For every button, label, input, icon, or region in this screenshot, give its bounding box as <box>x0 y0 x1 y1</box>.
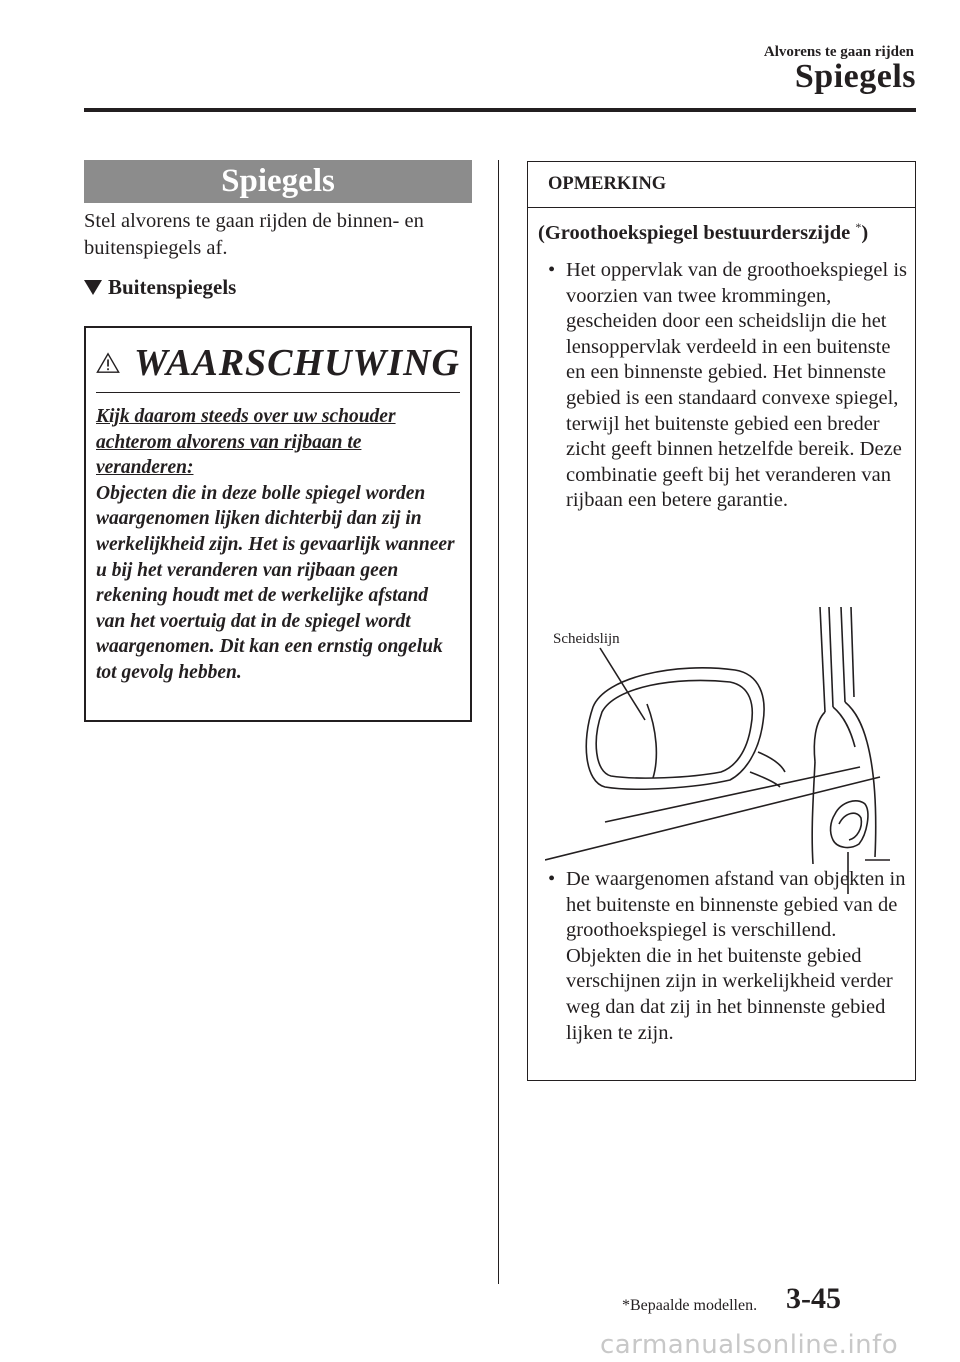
note-header <box>528 162 915 208</box>
warning-label: WAARSCHUWING <box>134 342 460 384</box>
mirror-illustration <box>545 602 895 902</box>
note-subtitle-close: ) <box>861 221 869 244</box>
page-title: Spiegels <box>794 58 916 95</box>
note-subtitle <box>538 220 868 245</box>
triangle-bullet-icon <box>84 280 102 295</box>
bullet-dot: • <box>548 868 556 890</box>
note-box <box>527 161 916 1081</box>
note-label: OPMERKING <box>548 174 667 194</box>
subheading-text: Buitenspiegels <box>108 275 237 299</box>
warning-box <box>84 326 472 722</box>
warning-header <box>96 334 460 393</box>
note-subtitle-text: (Groothoekspiegel bestuurderszijde <box>538 221 851 244</box>
header-rule <box>84 108 916 112</box>
column-divider <box>498 160 499 1284</box>
warning-lead: Kijk daarom steeds over uw schouder achterom alvorens van rijbaan te veranderen: <box>96 406 396 479</box>
scheidslijn-label: Scheidslijn <box>553 631 620 647</box>
footnote: *Bepaalde modellen. <box>622 1297 758 1314</box>
page-number: 3-45 <box>786 1282 841 1315</box>
watermark: carmanualsonline.info <box>600 1330 899 1360</box>
section-banner: Spiegels <box>84 160 472 203</box>
warning-body <box>96 404 462 686</box>
warning-text: Objecten die in deze bolle spiegel worden waargenomen lijken dichterbij dan zij in werkelijkheid zijn. Het is gevaarlijk wanneer u bij het veranderen van rijbaan geen rekening houdt met de werkelijke afstand van het voertuig dat in de spiegel wordt waargenomen. Dit kan een ernstig ongeluk tot gevolg hebben. <box>96 482 455 683</box>
footnote-mark: * <box>855 220 862 234</box>
chapter-label: Alvorens te gaan rijden <box>763 44 914 60</box>
warning-triangle-icon <box>96 348 120 378</box>
note-bullet-1 <box>548 258 909 514</box>
note-bullet-2-text: De waargenomen afstand van objekten in het buitenste en binnenste gebied van de groothoekspiegel is verschillend. Objekten die in het buitenste gebied verschijnen zijn in werkelijkheid verder weg dan dat zij in het binnenste gebied lijken te zijn. <box>566 868 906 1044</box>
intro-text: Stel alvorens te gaan rijden de binnen- en buitenspiegels af. <box>84 210 424 259</box>
note-bullet-1-text: Het oppervlak van de groothoekspiegel is voorzien van twee krommingen, gescheiden door een scheidslijn die het lensoppervlak verdeeld in een buitenste en een binnenste gebied. Het binnenste gebied is een standaard convexe spiegel, terwijl het buitenste gebied een breder zicht geeft binnen hetzelfde bereik. Deze combinatie geeft bij het veranderen van rijbaan een betere garantie. <box>566 259 908 512</box>
note-bullet-2 <box>548 867 909 1046</box>
bullet-dot: • <box>548 259 556 281</box>
subheading <box>84 275 472 300</box>
